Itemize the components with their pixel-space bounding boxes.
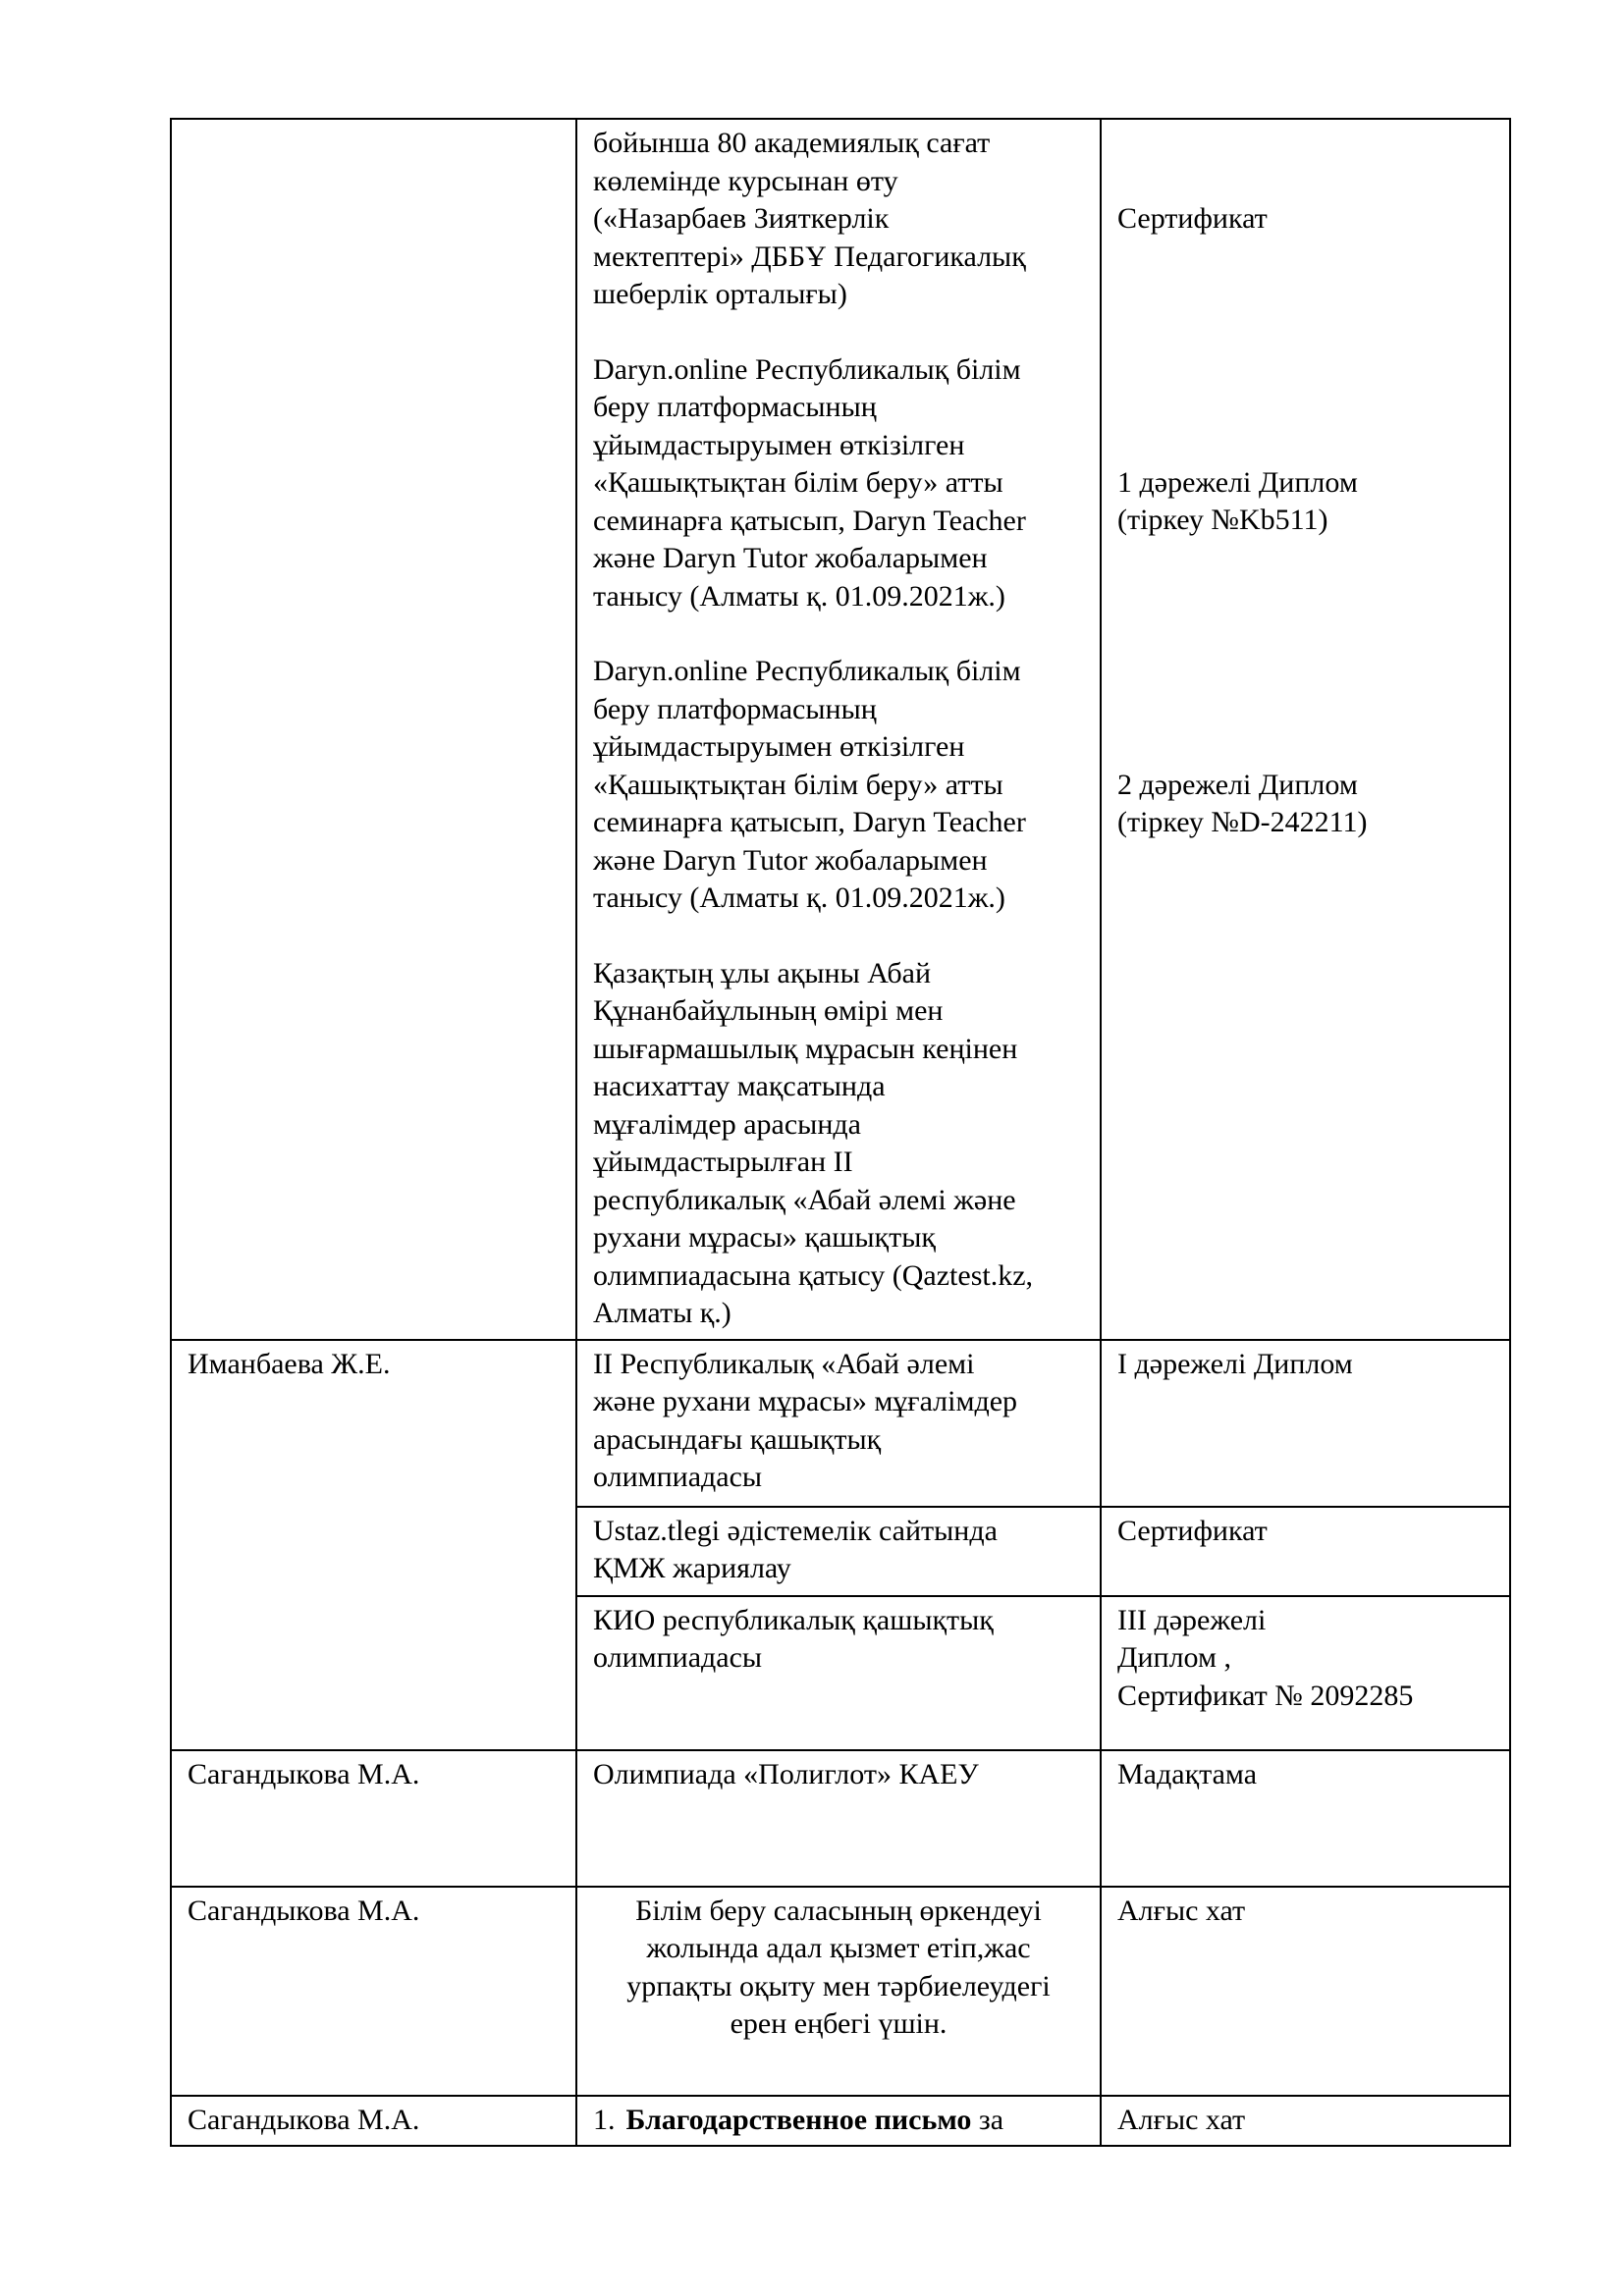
event-cell: Ustaz.tlegi әдістемелік сайтында ҚМЖ жариялау xyxy=(576,1507,1101,1596)
awards-table xyxy=(170,118,1511,2147)
event-cell: ІІ Республикалық «Абай әлемі және рухани мұрасы» мұғалімдер арасындағы қашықтық олимпиадасы xyxy=(576,1340,1101,1507)
participant-name-cell: Сагандыкова М.А. xyxy=(171,2096,576,2147)
participant-name-cell: Сагандыкова М.А. xyxy=(171,1887,576,2096)
event-paragraph: Daryn.online Республикалық білім беру платформасының ұйымдастыруымен өткізілген «Қашықтықтан білім беру» атты семинарға қатысып, Daryn Teacher және Daryn Tutor жобаларымен танысу (Алматы қ. 01.09.2021ж.) xyxy=(593,655,1026,914)
result-text: Сертификат xyxy=(1117,202,1268,235)
result-cell: Алғыс хат xyxy=(1101,2096,1510,2147)
event-rest-text: за xyxy=(971,2103,1004,2136)
table-row xyxy=(171,119,1510,1340)
table-row xyxy=(171,2096,1510,2147)
result-cell: І дәрежелі Диплом xyxy=(1101,1340,1510,1507)
result-text: 1 дәрежелі Диплом (тіркеу №Kb511) xyxy=(1117,465,1358,536)
table-row xyxy=(171,1887,1510,2096)
event-paragraph: Қазақтың ұлы ақыны Абай Құнанбайұлының өмірі мен шығармашылық мұрасын кеңінен насихаттау мақсатында мұғалімдер арасында ұйымдастырылған ІІ республикалық «Абай әлемі және рухани мұрасы» қашықтық олимпиадасына қатысу (Qaztest.kz, Алматы қ.) xyxy=(593,956,1034,1329)
event-cell xyxy=(576,119,1101,1340)
result-text: 2 дәрежелі Диплом (тіркеу №D-242211) xyxy=(1117,768,1368,838)
table-row xyxy=(171,1750,1510,1887)
result-cell xyxy=(1101,119,1510,1340)
table-row xyxy=(171,1340,1510,1507)
event-cell: КИО республикалық қашықтық олимпиадасы xyxy=(576,1596,1101,1750)
result-cell: Алғыс хат xyxy=(1101,1887,1510,2096)
event-cell: Білім беру саласының өркендеуі жолында адал қызмет етіп,жас урпақты оқыту мен тәрбиелеудегі ерен еңбегі үшін. xyxy=(576,1887,1101,2096)
event-cell xyxy=(576,2096,1101,2147)
participant-name-cell: Сагандыкова М.А. xyxy=(171,1750,576,1887)
event-bold-title: Благодарственное письмо xyxy=(625,2103,972,2136)
result-cell: ІІІ дәрежелі Диплом , Сертификат № 2092285 xyxy=(1101,1596,1510,1750)
result-cell: Сертификат xyxy=(1101,1507,1510,1596)
participant-name-cell xyxy=(171,119,576,1340)
event-paragraph: Daryn.online Республикалық білім беру платформасының ұйымдастыруымен өткізілген «Қашықтықтан білім беру» атты семинарға қатысып, Daryn Teacher және Daryn Tutor жобаларымен танысу (Алматы қ. 01.09.2021ж.) xyxy=(593,352,1026,613)
list-number: 1. xyxy=(593,2103,616,2136)
participant-name-cell: Иманбаева Ж.Е. xyxy=(171,1340,576,1750)
event-paragraph: бойынша 80 академиялық сағат көлемінде курсынан өту («Назарбаев Зияткерлік мектептері» ДББҰ Педагогикалық шеберлік орталығы) xyxy=(593,127,1026,310)
result-cell: Мадақтама xyxy=(1101,1750,1510,1887)
event-cell: Олимпиада «Полиглот» КАЕУ xyxy=(576,1750,1101,1887)
